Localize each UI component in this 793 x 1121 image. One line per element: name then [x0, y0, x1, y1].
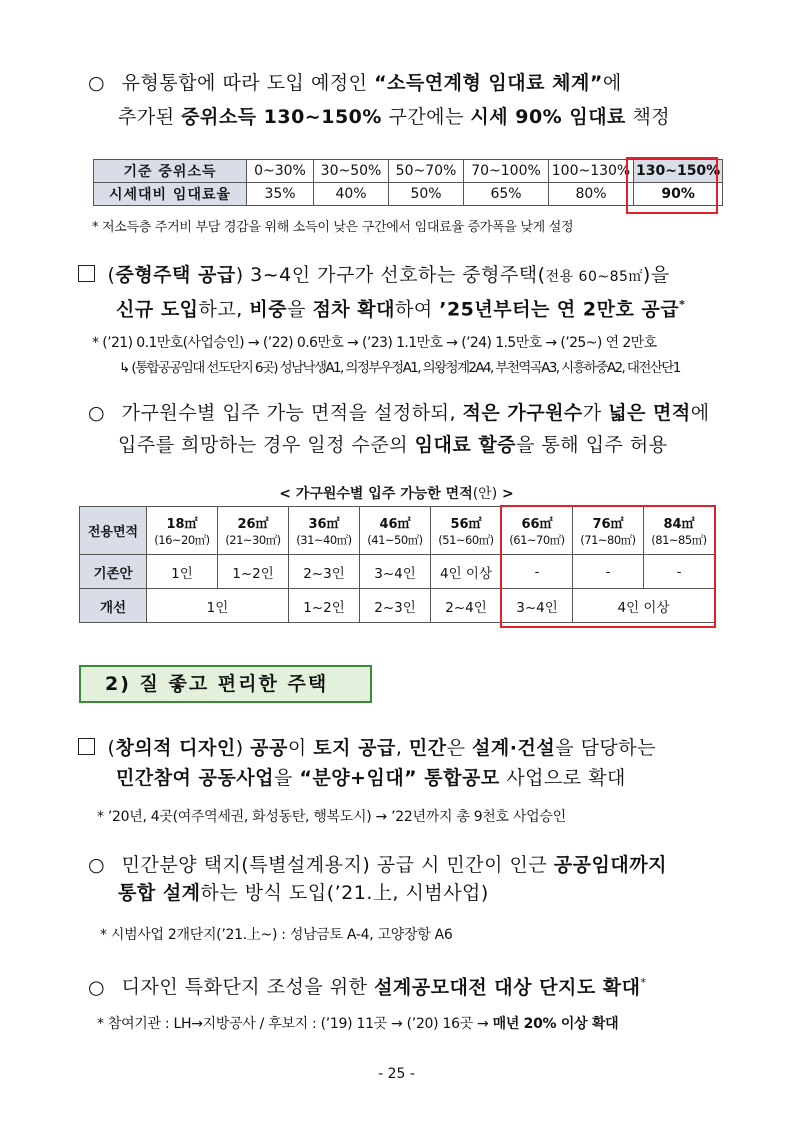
text-bold: 공공	[250, 737, 288, 759]
caption-text: >	[497, 486, 514, 502]
text-bold: 비중	[249, 298, 288, 321]
text: 하는 방식 도입(’21.上, 시범사업)	[200, 882, 489, 904]
table-cell-highlight: 130~150%	[634, 160, 723, 183]
text: )을	[642, 264, 670, 286]
area-range: (51~60㎡)	[438, 533, 494, 547]
text: )	[235, 737, 251, 759]
text-bold: 민간	[408, 737, 447, 759]
text: 가구원수별 입주 가능 면적을 설정하되,	[121, 402, 463, 424]
para4-line1	[78, 735, 656, 761]
para1-line2	[118, 104, 670, 130]
text-bold: 창의적 디자인	[115, 737, 236, 759]
area-label: 18㎡	[166, 517, 198, 532]
area-label: 84㎡	[663, 517, 695, 532]
para5-note: * 시범사업 2개단지(’21.上~) : 성남금토 A-4, 고양장항 A6	[100, 927, 453, 943]
para6-line1	[88, 970, 647, 1000]
table-cell: 80%	[549, 183, 634, 206]
table-cell: 0~30%	[247, 160, 314, 183]
table-header: 기준 중위소득	[94, 160, 247, 183]
circle-bullet-icon: ○	[88, 72, 106, 94]
circle-bullet-icon: ○	[88, 976, 106, 999]
text-bold: 설계공모대전 대상 단지도 확대	[374, 976, 641, 999]
section-heading: 2) 질 좋고 편리한 주택	[79, 665, 372, 703]
text: ) 3~4인 가구가 선호하는 중형주택(	[235, 264, 546, 286]
text: 책정	[625, 106, 671, 128]
para4-line2	[116, 765, 626, 791]
para2-note2: ↳ (통합공공임대 선도단지 6곳) 성남낙생A1, 의정부우정A1, 의왕청계2A4, 부천역곡A3, 시흥하중A2, 대전산단1	[119, 360, 680, 376]
highlight-box	[500, 505, 716, 628]
text-bold: 신규 도입	[116, 298, 199, 321]
table-cell: -	[644, 555, 715, 589]
text-bold: 넓은 면적	[608, 402, 691, 424]
text: 을 담당하는	[555, 737, 656, 759]
table-header: 시세대비 임대료율	[94, 183, 247, 206]
para6-note	[97, 1014, 618, 1034]
table-cell-merged: 4인 이상	[573, 589, 715, 623]
table-cell: -	[502, 555, 573, 589]
area-range: (61~70㎡)	[509, 533, 565, 547]
text-bold: 임대료 할증	[414, 434, 517, 456]
table-cell: -	[573, 555, 644, 589]
text-bold: 매년 20% 이상 확대	[492, 1016, 619, 1032]
text-bold: 통합 설계	[118, 882, 201, 904]
table-cell: 4인 이상	[431, 555, 502, 589]
circle-bullet-icon: ○	[88, 854, 106, 876]
text: 구간에는	[381, 106, 471, 128]
text: (	[107, 737, 116, 759]
table-cell	[360, 507, 431, 555]
table-cell: 1~2인	[289, 589, 360, 623]
table-cell: 70~100%	[464, 160, 549, 183]
area-label: 36㎡	[308, 517, 340, 532]
text: 하여	[394, 298, 440, 321]
table-cell: 3~4인	[360, 555, 431, 589]
checkbox-square-icon	[78, 738, 95, 755]
table-header: 기존안	[80, 555, 147, 589]
table-header: 전용면적	[80, 507, 147, 555]
table-cell	[218, 507, 289, 555]
table-cell: 3~4인	[502, 589, 573, 623]
table-cell	[289, 507, 360, 555]
text: ,	[395, 737, 409, 759]
checkbox-square-icon	[78, 265, 95, 282]
table-cell: 50~70%	[389, 160, 464, 183]
text: 유형통합에 따라 도입 예정인	[121, 72, 375, 94]
para5-line2	[118, 880, 489, 906]
table2-caption	[0, 483, 793, 503]
text: 이	[287, 737, 314, 759]
highlight-box	[626, 157, 718, 214]
text-bold: 중위소득 130~150%	[181, 106, 382, 128]
text: 가	[582, 402, 609, 424]
caption-text: (안)	[472, 486, 498, 502]
text: 에	[602, 72, 622, 94]
text: 디자인 특화단지 조성을 위한	[121, 976, 375, 999]
text: 사업으로 확대	[499, 767, 626, 789]
table-cell	[147, 507, 218, 555]
text: (	[107, 264, 116, 286]
area-label: 46㎡	[379, 517, 411, 532]
text-bold: 설계·건설	[472, 737, 556, 759]
para1-line1	[88, 70, 622, 96]
text-bold: 중형주택 공급	[115, 264, 236, 286]
table-cell: 1~2인	[218, 555, 289, 589]
text-bold: 토지 공급	[313, 737, 396, 759]
area-range: (31~40㎡)	[296, 533, 352, 547]
area-label: 26㎡	[237, 517, 269, 532]
text: 에	[690, 402, 710, 424]
table-cell: 35%	[247, 183, 314, 206]
para3-line1	[88, 400, 710, 426]
area-range: (81~85㎡)	[651, 533, 707, 547]
area-label: 66㎡	[521, 517, 553, 532]
table-cell-highlight: 90%	[634, 183, 723, 206]
text-bold: 공공임대까지	[553, 854, 667, 876]
text-bold: 점차 확대	[312, 298, 395, 321]
table-cell: 2~4인	[431, 589, 502, 623]
caption-text: < 가구원수별 입주 가능한 면적	[279, 486, 473, 502]
footnote-mark: *	[640, 976, 647, 989]
area-range: (21~30㎡)	[225, 533, 281, 547]
table-header: 개선	[80, 589, 147, 623]
table-cell: 65%	[464, 183, 549, 206]
area-range: (41~50㎡)	[367, 533, 423, 547]
table-cell: 2~3인	[360, 589, 431, 623]
footnote-mark: *	[679, 298, 686, 311]
table-cell: 50%	[389, 183, 464, 206]
text-bold: 민간참여 공동사업	[116, 767, 274, 789]
text: 을	[273, 767, 300, 789]
area-range: (16~20㎡)	[154, 533, 210, 547]
text-bold: “분양+임대” 통합공모	[299, 767, 500, 789]
table-cell-merged: 1인	[147, 589, 289, 623]
table-cell: 100~130%	[549, 160, 634, 183]
para2-line2	[116, 292, 685, 322]
para3-line2	[118, 432, 668, 458]
text: 추가된	[118, 106, 182, 128]
para4-note: * ’20년, 4곳(여주역세권, 화성동탄, 행복도시) → ’22년까지 총 9천호 사업승인	[97, 809, 566, 825]
table-cell: 40%	[314, 183, 389, 206]
para5-line1	[88, 852, 667, 878]
table1-note: * 저소득층 주거비 부담 경감을 위해 소득이 낮은 구간에서 임대료율 증가폭을 낮게 설정	[92, 220, 574, 235]
table-cell: 30~50%	[314, 160, 389, 183]
text-bold: 적은 가구원수	[462, 402, 583, 424]
text-bold: 시세 90% 임대료	[470, 106, 626, 128]
para2-note1: * (’21) 0.1만호(사업승인) → (’22) 0.6만호 → (’23) 1.1만호 → (’24) 1.5만호 → (’25~) 연 2만호	[92, 335, 657, 351]
area-label: 56㎡	[450, 517, 482, 532]
text: 입주를 희망하는 경우 일정 수준의	[118, 434, 415, 456]
text: 은	[446, 737, 473, 759]
table-cell: 1인	[147, 555, 218, 589]
text-bold: “소득연계형 임대료 체계”	[374, 72, 603, 94]
text: * 참여기관 : LH→지방공사 / 후보지 : (’19) 11곳 → (’20) 16곳 →	[97, 1016, 493, 1032]
text: 민간분양 택지(특별설계용지) 공급 시 민간이 인근	[121, 854, 554, 876]
area-range: (71~80㎡)	[580, 533, 636, 547]
text: 을	[287, 298, 313, 321]
text-small: 전용 60~85㎡	[545, 269, 643, 285]
text: 하고,	[198, 298, 250, 321]
table-cell	[431, 507, 502, 555]
area-label: 76㎡	[592, 517, 624, 532]
text: 을 통해 입주 허용	[516, 434, 668, 456]
table-cell: 2~3인	[289, 555, 360, 589]
para2-line1	[78, 262, 670, 290]
page-number: - 25 -	[378, 1066, 415, 1082]
circle-bullet-icon: ○	[88, 402, 106, 424]
text-bold: ’25년부터는 연 2만호 공급	[439, 298, 680, 321]
